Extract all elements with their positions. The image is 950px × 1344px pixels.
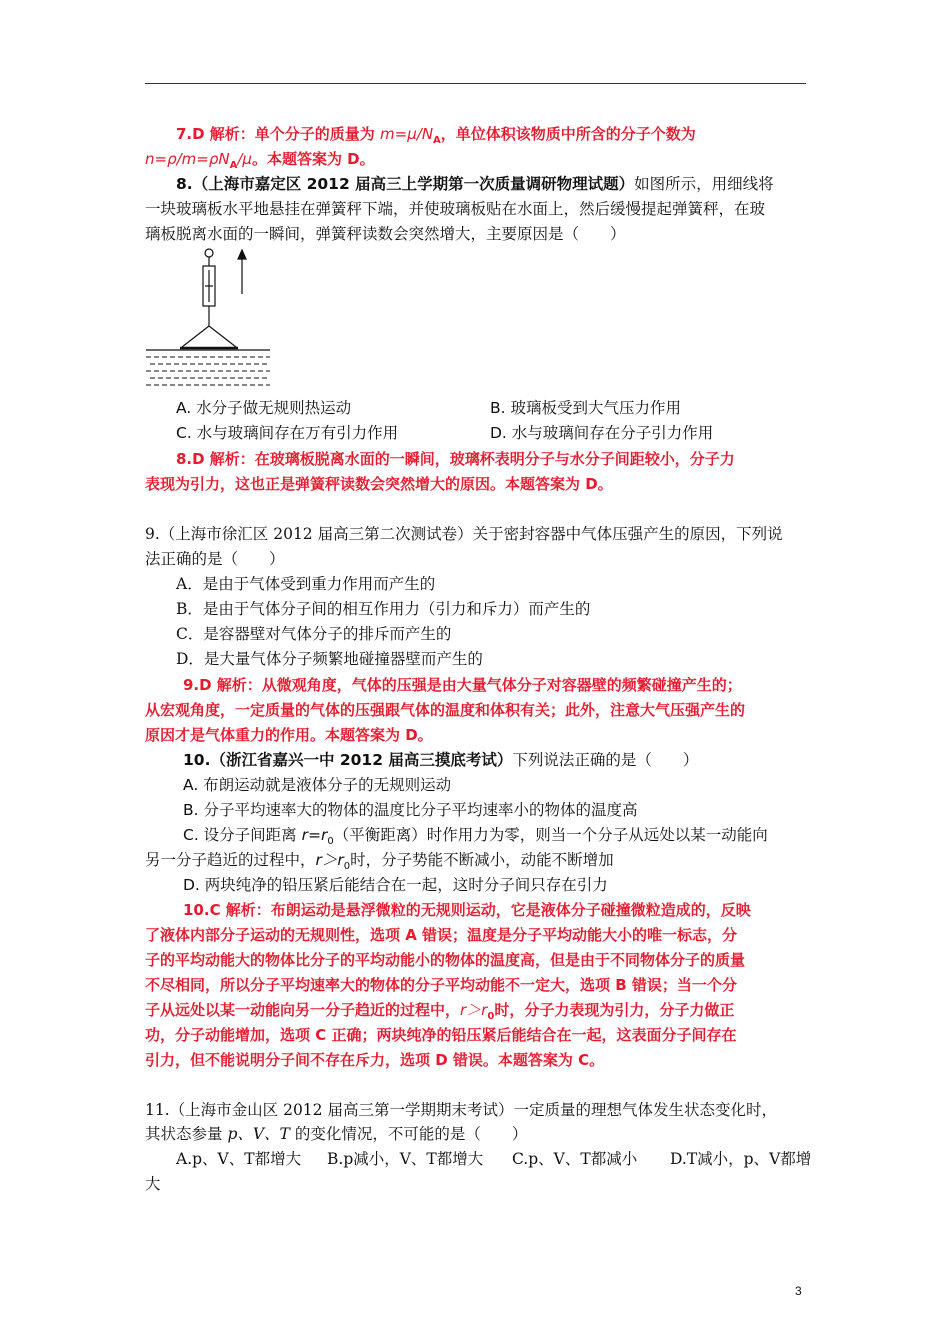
- q8-stem-line2: 一块玻璃板水平地悬挂在弹簧秤下端，并使玻璃板贴在水面上，然后缓慢提起弹簧秤，在玻: [145, 200, 766, 218]
- q10-answer-line5-formula: r＞r: [460, 1001, 488, 1019]
- q9-stem-line1: [145, 524, 783, 544]
- page-number: 3: [795, 1284, 802, 1298]
- q7-answer-line1: [176, 124, 696, 151]
- q10-option-c-formula: r=r: [301, 826, 328, 844]
- q7-formula-n-sub: A: [229, 160, 238, 171]
- q8-answer-line1: 8.D 解析：在玻璃板脱离水面的一瞬间，玻璃杯表明分子与水分子间距较小，分子力: [176, 450, 735, 468]
- scale-hook-ring: [205, 249, 213, 257]
- q10-answer-line5-pre: 子从远处以某一动能向另一分子趋近的过程中，: [145, 1001, 461, 1019]
- q8-stem-tail: 如图所示，用细线将: [634, 175, 774, 193]
- q10-option-c-line1: [183, 825, 768, 852]
- q10-answer-line7: 引力，但不能说明分子间不存在斥力，选项 D 错误。本题答案为 C。: [145, 1051, 605, 1069]
- q10-answer-line5-sub: 0: [487, 1011, 495, 1022]
- q7-answer-suffix: ，单位体积该物质中所含的分子个数为: [440, 125, 696, 143]
- q9-answer-line3: 原因才是气体重力的作用。本题答案为 D。: [145, 726, 433, 744]
- q9-stem-tail: 关于密封容器中气体压强产生的原因，下列说: [472, 525, 783, 543]
- q11-option-b: B.p减小，V、T都增大: [327, 1150, 484, 1168]
- q10-option-b: B. 分子平均速率大的物体的温度比分子平均速率小的物体的温度高: [183, 801, 638, 819]
- q7-formula-n: n=ρ/m=ρN: [145, 150, 230, 168]
- q11-stem-line2-pre: 其状态参量: [145, 1125, 228, 1143]
- q10-answer-line3: 子的平均动能大的物体比分子的平均动能小的物体的温度高，但是由于不同物体分子的质量: [145, 951, 746, 969]
- water-surface: [146, 357, 270, 385]
- q11-number: 11.: [145, 1101, 170, 1119]
- q10-option-c-line2-formula: r＞r: [315, 851, 344, 869]
- q11-stem-vars: p、V、T: [227, 1125, 290, 1143]
- q7-formula-m: m=μ/N: [380, 125, 434, 143]
- q10-option-c-sub: 0: [327, 836, 334, 848]
- q11-stem-line2-post: 的变化情况，不可能的是（ ）: [289, 1125, 528, 1143]
- q7-formula-n-tail: /μ: [237, 150, 252, 168]
- q9-answer-line2: 从宏观角度，一定质量的气体的压强跟气体的温度和体积有关；此外，注意大气压强产生的: [145, 701, 746, 719]
- q10-option-c-post: （平衡距离）时作用力为零，则当一个分子从远处以某一动能向: [333, 826, 768, 844]
- q8-stem-line1: [176, 174, 774, 194]
- q8-option-b: B. 玻璃板受到大气压力作用: [490, 399, 681, 417]
- q10-option-c-line2-post: 时，分子势能不断减小，动能不断增加: [350, 851, 614, 869]
- q10-option-c-pre: C. 设分子间距离: [183, 826, 302, 844]
- q8-option-c: C. 水与玻璃间存在万有引力作用: [176, 424, 399, 442]
- q10-number: 10.: [183, 751, 211, 769]
- q11-source: （上海市金山区 2012 届高三第一学期期末考试）: [169, 1101, 514, 1119]
- q9-stem-line2: 法正确的是（ ）: [145, 550, 285, 568]
- q9-option-c: C．是容器壁对气体分子的排斥而产生的: [176, 625, 452, 643]
- q10-option-c-line2-sub: 0: [343, 861, 351, 873]
- q9-number: 9.: [145, 525, 160, 543]
- q10-option-c-line2-pre: 另一分子趋近的过程中，: [145, 851, 316, 869]
- q7-formula-sub: A: [433, 135, 441, 146]
- q9-option-a: A．是由于气体受到重力作用而产生的: [176, 575, 436, 593]
- q10-stem: [183, 750, 698, 770]
- q10-option-a: A. 布朗运动就是液体分子的无规则运动: [183, 776, 452, 794]
- q10-answer-line2: 了液体内部分子运动的无规则性，选项 A 错误；温度是分子平均动能大小的唯一标志，分: [145, 926, 738, 944]
- header-rule: [145, 83, 806, 84]
- q10-answer-line5: [145, 1000, 734, 1027]
- q10-option-d: D. 两块纯净的铅压紧后能结合在一起，这时分子间只存在引力: [183, 876, 608, 894]
- q8-source: （上海市嘉定区 2012 届高三上学期第一次质量调研物理试题）: [192, 175, 635, 193]
- q8-option-d: D. 水与玻璃间存在分子引力作用: [490, 424, 714, 442]
- q8-number: 8.: [176, 175, 193, 193]
- q11-option-a: A.p、V、T都增大: [176, 1150, 302, 1168]
- q7-answer-line2: [145, 149, 375, 176]
- q7-answer-prefix: 7.D 解析：单个分子的质量为: [176, 125, 381, 143]
- q10-answer-line6: 功，分子动能增加，选项 C 正确；两块纯净的铅压紧后能结合在一起，这表面分子间存在: [145, 1026, 737, 1044]
- q11-stem-tail: 一定质量的理想气体发生状态变化时，: [513, 1101, 777, 1119]
- spring-scale-figure: [142, 244, 272, 394]
- q10-answer-line1: 10.C 解析：布朗运动是悬浮微粒的无规则运动，它是液体分子碰撞微粒造成的，反映: [183, 901, 751, 919]
- q10-stem-tail: 下列说法正确的是（ ）: [512, 751, 699, 769]
- q11-stem-line1: [145, 1100, 777, 1120]
- q11-stem-line2: [145, 1124, 527, 1144]
- q10-option-c-line2: [145, 850, 614, 877]
- q8-answer-line2: 表现为引力，这也正是弹簧秤读数会突然增大的原因。本题答案为 D。: [145, 475, 613, 493]
- q10-answer-line4: 不尽相同，所以分子平均速率大的物体的分子平均动能不一定大，选项 B 错误；当一个分: [145, 976, 737, 994]
- q9-option-d: D．是大量气体分子频繁地碰撞器壁而产生的: [176, 650, 483, 668]
- q10-answer-line5-post: 时，分子力表现为引力，分子力做正: [494, 1001, 735, 1019]
- q9-source: （上海市徐汇区 2012 届高三第二次测试卷）: [159, 525, 473, 543]
- q8-option-a: A. 水分子做无规则热运动: [176, 399, 352, 417]
- q7-answer-line2-suffix: 。本题答案为 D。: [251, 150, 375, 168]
- q11-option-c: C.p、V、T都减小: [512, 1150, 638, 1168]
- q11-option-d: D.T减小，p、V都增: [670, 1150, 812, 1168]
- q8-stem-line3: 璃板脱离水面的一瞬间，弹簧秤读数会突然增大，主要原因是（ ）: [145, 225, 626, 243]
- q11-option-d-wrap: 大: [145, 1175, 161, 1193]
- q10-source: （浙江省嘉兴一中 2012 届高三摸底考试）: [210, 751, 513, 769]
- q9-option-b: B．是由于气体分子间的相互作用力（引力和斥力）而产生的: [176, 600, 591, 618]
- q9-answer-line1: 9.D 解析：从微观角度，气体的压强是由大量气体分子对容器壁的频繁碰撞产生的；: [183, 676, 742, 694]
